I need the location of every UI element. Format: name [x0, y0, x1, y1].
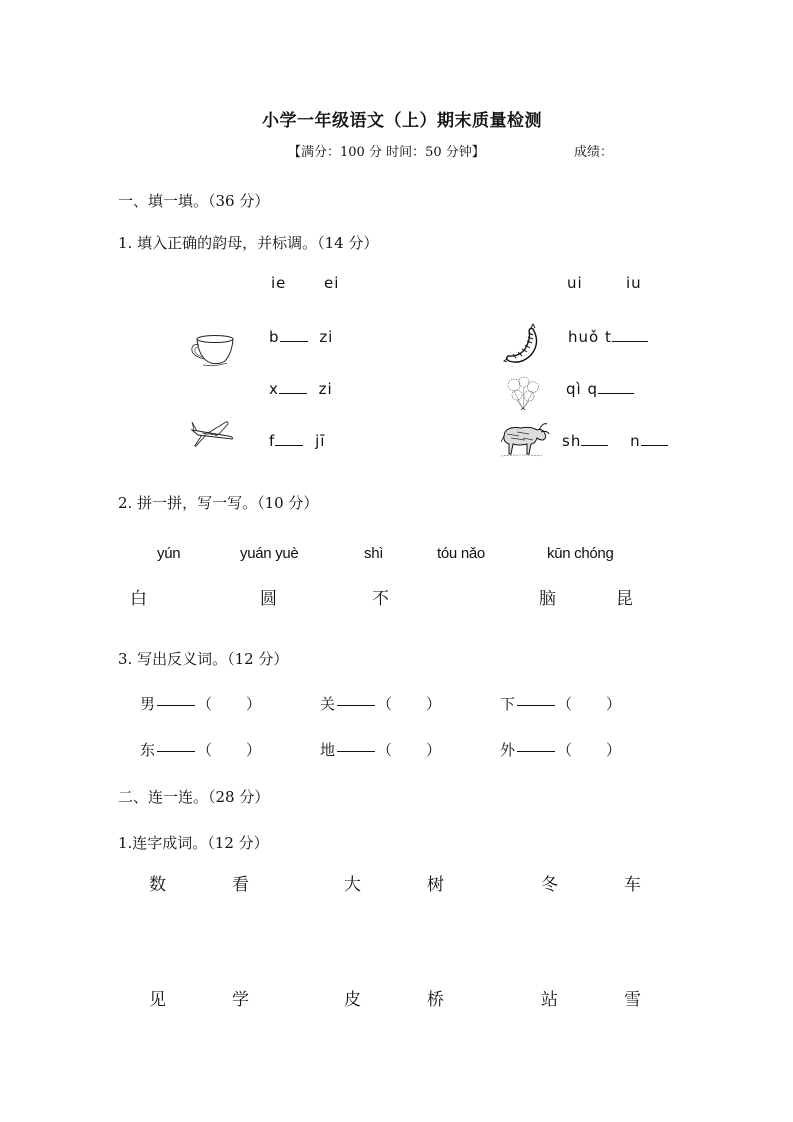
- pinyin-tou-nao: tóu nǎo: [437, 545, 485, 562]
- item-prefix: sh: [562, 432, 582, 450]
- connect-char-top[interactable]: 树: [427, 875, 444, 895]
- pinyin-kun-chong: kūn chóng: [547, 545, 614, 562]
- connect-char-top[interactable]: 冬: [541, 875, 558, 895]
- item-middle: n: [630, 432, 641, 450]
- fill-item-huo-tui: [568, 327, 648, 346]
- pinyin-shi: shì: [364, 545, 384, 562]
- section-2-question-1-heading: 1.连字成词。（12 分）: [118, 834, 269, 852]
- paren-open: （: [377, 695, 393, 713]
- question-2-heading: 2. 拼一拼，写一写。（10 分）: [118, 494, 319, 512]
- antonym-pair: [140, 693, 261, 714]
- section-1-heading: 一、填一填。（36 分）: [118, 192, 270, 210]
- pinyin-yuan-yue: yuán yuè: [240, 545, 299, 562]
- vowel-option-iu: iu: [626, 274, 642, 292]
- vowel-option-ei: ei: [324, 274, 340, 292]
- antonym-word: 男: [140, 695, 156, 713]
- answer-blank[interactable]: [612, 327, 648, 342]
- pinyin-yun: yún: [157, 545, 181, 562]
- page-title: 小学一年级语文（上）期末质量检测: [262, 111, 542, 131]
- airplane-icon: [188, 416, 238, 448]
- answer-blank[interactable]: [279, 379, 307, 394]
- connect-char-top[interactable]: 数: [149, 875, 166, 895]
- answer-blank[interactable]: [581, 431, 608, 446]
- fill-item-xie-zi: [269, 379, 333, 398]
- fill-item-bei-zi: [269, 327, 333, 346]
- antonym-pair: [320, 739, 441, 760]
- answer-blank[interactable]: [641, 431, 668, 446]
- item-suffix: zi: [318, 380, 333, 398]
- antonym-word: 地: [320, 741, 336, 759]
- teacup-icon: [189, 333, 237, 367]
- item-prefix: b: [269, 328, 280, 346]
- connect-char-bottom[interactable]: 桥: [427, 990, 444, 1010]
- connect-char-bottom[interactable]: 见: [149, 990, 166, 1010]
- antonym-pair: [320, 693, 441, 714]
- dash-line: [337, 751, 375, 752]
- char-yuan: 圆: [260, 589, 277, 609]
- antonym-word: 关: [320, 695, 336, 713]
- paren-open: （: [197, 741, 213, 759]
- vowel-option-ui: ui: [567, 274, 583, 292]
- answer-blank[interactable]: [280, 327, 308, 342]
- paren-open: （: [557, 741, 573, 759]
- paren-open: （: [557, 695, 573, 713]
- dash-line: [517, 705, 555, 706]
- char-kun: 昆: [616, 589, 633, 609]
- vowel-option-ie: ie: [271, 274, 287, 292]
- antonym-pair: [140, 739, 261, 760]
- antonym-word: 下: [500, 695, 516, 713]
- fill-item-shui-niu: [562, 431, 668, 450]
- paren-close: ）: [426, 695, 442, 713]
- char-nao: 脑: [539, 589, 556, 609]
- dash-line: [517, 751, 555, 752]
- dash-line: [157, 751, 195, 752]
- item-prefix: huǒ t: [568, 328, 612, 346]
- question-3-heading: 3. 写出反义词。（12 分）: [118, 650, 289, 668]
- paren-close: ）: [606, 695, 622, 713]
- sausage-icon: [503, 323, 543, 365]
- connect-char-bottom[interactable]: 皮: [344, 990, 361, 1010]
- item-suffix: zi: [319, 328, 334, 346]
- buffalo-icon: [499, 420, 551, 458]
- fill-item-fei-ji: [269, 431, 325, 450]
- connect-char-top[interactable]: 车: [624, 875, 641, 895]
- paren-close: ）: [606, 741, 622, 759]
- answer-blank[interactable]: [275, 431, 303, 446]
- connect-char-top[interactable]: 大: [344, 875, 361, 895]
- antonym-pair: [500, 739, 621, 760]
- paren-close: ）: [246, 695, 262, 713]
- question-1-heading: 1. 填入正确的韵母，并标调。（14 分）: [118, 234, 379, 252]
- paren-open: （: [197, 695, 213, 713]
- exam-info: 【满分：100 分 时间：50 分钟】: [288, 145, 485, 160]
- paren-close: ）: [246, 741, 262, 759]
- connect-char-bottom[interactable]: 学: [232, 990, 249, 1010]
- paren-open: （: [377, 741, 393, 759]
- connect-char-bottom[interactable]: 雪: [624, 990, 641, 1010]
- item-prefix: qì q: [566, 380, 598, 398]
- antonym-word: 东: [140, 741, 156, 759]
- section-2-heading: 二、连一连。（28 分）: [118, 788, 270, 806]
- connect-char-bottom[interactable]: 站: [541, 990, 558, 1010]
- char-bai: 白: [130, 589, 147, 609]
- item-prefix: x: [269, 380, 279, 398]
- fill-item-qi-qiu: [566, 379, 634, 398]
- antonym-word: 外: [500, 741, 516, 759]
- dash-line: [157, 705, 195, 706]
- antonym-pair: [500, 693, 621, 714]
- paren-close: ）: [426, 741, 442, 759]
- item-prefix: f: [269, 432, 276, 450]
- connect-char-top[interactable]: 看: [232, 875, 249, 895]
- balloons-icon: [505, 376, 541, 412]
- item-suffix: jī: [315, 432, 326, 450]
- score-label: 成绩：: [574, 145, 614, 160]
- dash-line: [337, 705, 375, 706]
- char-bu: 不: [372, 589, 389, 609]
- answer-blank[interactable]: [598, 379, 634, 394]
